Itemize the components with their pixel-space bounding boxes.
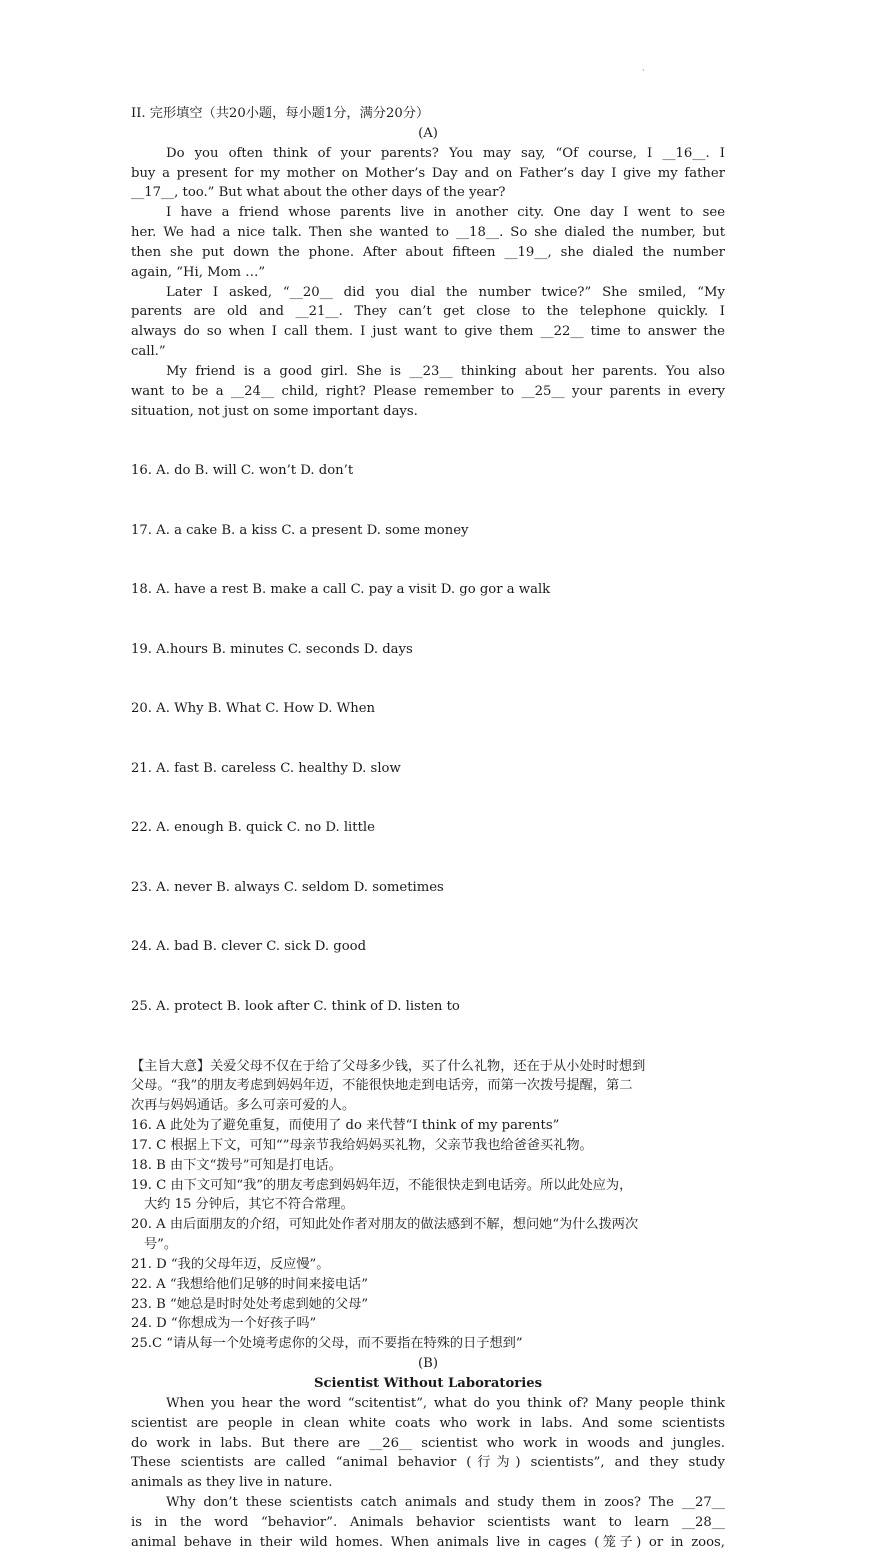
answer-line: 18. B 由下文“拨号”可知是打电话。 [131, 1157, 342, 1173]
option-row: 20. A. Why B. What C. How D. When [131, 701, 375, 717]
passage-b-line: do work in labs. But there are __26__ scientist who work in woods and jungles. [131, 1435, 725, 1451]
options-a [131, 422, 725, 1057]
answer-line: 20. A 由后面朋友的介绍，可知此处作者对朋友的做法感到不解，想问她“为什么拨两次 [131, 1217, 639, 1233]
option-row: 23. A. never B. always C. seldom D. sometimes [131, 879, 444, 895]
answer-line: 22. A “我想给他们足够的时间来接电话” [131, 1276, 368, 1292]
option-row: 18. A. have a rest B. make a call C. pay a visit D. go gor a walk [131, 582, 551, 598]
passage-a [131, 144, 725, 422]
passage-a-line: buy a present for my mother on Mother’s Day and on Father’s day I give my father [131, 165, 725, 181]
passage-b [131, 1394, 725, 1553]
passage-a-line: My friend is a good girl. She is __23__ thinking about her parents. You also [166, 363, 725, 379]
passage-a-line: parents are old and __21__. They can’t get close to the telephone quickly. I [131, 304, 725, 320]
answer-line: 19. C 由下文可知“我”的朋友考虑到妈妈年迈，不能很快走到电话旁。所以此处应为， [131, 1177, 633, 1193]
summary-a [131, 1057, 725, 1117]
passage-a-line: situation, not just on some important days. [131, 403, 418, 419]
passage-b-line: When you hear the word “scitentist”, what do you think of? Many people think [166, 1395, 725, 1411]
answer-line: 号”。 [144, 1237, 178, 1253]
document-page [131, 104, 725, 1553]
option-row: 21. A. fast B. careless C. healthy D. slow [131, 760, 401, 776]
passage-a-line: always do so when I call them. I just want to give them __22__ time to answer the [131, 324, 725, 340]
part-b-label: (B) [418, 1356, 438, 1372]
part-b-title: Scientist Without Laboratories [313, 1376, 543, 1391]
option-row: 16. A. do B. will C. won’t D. don’t [131, 463, 354, 479]
passage-b-line: is in the word “behavior”. Animals behavior scientists want to learn __28__ [131, 1514, 725, 1530]
passage-b-line: Why don’t these scientists catch animals and study them in zoos? The __27__ [166, 1495, 725, 1511]
passage-a-line: her. We had a nice talk. Then she wanted to __18__. So she dialed the number, but [131, 225, 725, 241]
passage-a-line: __17__, too.” But what about the other days of the year? [131, 185, 506, 201]
passage-a-line: call.” [131, 344, 166, 360]
passage-a-line: Do you often think of your parents? You may say, “Of course, I __16__. I [166, 145, 725, 161]
summary-line: 父母。“我”的朋友考虑到妈妈年迈，不能很快地走到电话旁，而第一次拨号提醒，第二 [131, 1078, 633, 1094]
passage-a-line: Later I asked, “__20__ did you dial the number twice?” She smiled, “My [166, 284, 725, 300]
passage-a-line: want to be a __24__ child, right? Please remember to __25__ your parents in every [131, 383, 725, 399]
answer-line: 大约 15 分钟后，其它不符合常理。 [144, 1197, 354, 1213]
passage-b-line: These scientists are called “animal behavior (行为) scientists”, and they study [131, 1455, 725, 1471]
answer-line: 23. B “她总是时时处处考虑到她的父母” [131, 1296, 369, 1312]
page-dot: · [642, 66, 645, 75]
answer-line: 24. D “你想成为一个好孩子吗” [131, 1316, 317, 1332]
answer-line: 17. C 根据上下文，可知“”母亲节我给妈妈买礼物，父亲节我也给爸爸买礼物。 [131, 1137, 593, 1153]
option-row: 19. A.hours B. minutes C. seconds D. days [131, 641, 413, 657]
answer-line: 16. A 此处为了避免重复，而使用了 do 来代替“I think of my parents” [131, 1118, 560, 1134]
answers-a [131, 1116, 725, 1354]
passage-b-line: animals as they live in nature. [131, 1475, 333, 1491]
summary-line: 【主旨大意】关爱父母不仅在于给了父母多少钱，买了什么礼物，还在于从小处时时想到 [131, 1058, 646, 1074]
passage-a-line: again, “Hi, Mom …” [131, 264, 266, 280]
passage-a-line: then she put down the phone. After about fifteen __19__, she dialed the number [131, 244, 725, 260]
option-row: 22. A. enough B. quick C. no D. little [131, 820, 375, 836]
option-row: 25. A. protect B. look after C. think of D. listen to [131, 998, 460, 1014]
part-a-label: (A) [418, 125, 438, 141]
option-row: 24. A. bad B. clever C. sick D. good [131, 939, 367, 955]
summary-line: 次再与妈妈通话。多么可亲可爱的人。 [131, 1098, 356, 1114]
section-heading: II. 完形填空（共20小题，每小题1分，满分20分） [131, 106, 430, 121]
answer-line: 25.C “请从每一个处境考虑你的父母，而不要指在特殊的日子想到” [131, 1336, 523, 1352]
passage-b-line: scientist are people in clean white coats who work in labs. And some scientists [131, 1415, 725, 1431]
answer-line: 21. D “我的父母年迈，反应慢”。 [131, 1256, 330, 1272]
option-row: 17. A. a cake B. a kiss C. a present D. some money [131, 522, 469, 538]
passage-a-line: I have a friend whose parents live in another city. One day I went to see [166, 205, 725, 221]
passage-b-line: animal behave in their wild homes. When animals live in cages (笼子) or in zoos, [131, 1534, 725, 1550]
